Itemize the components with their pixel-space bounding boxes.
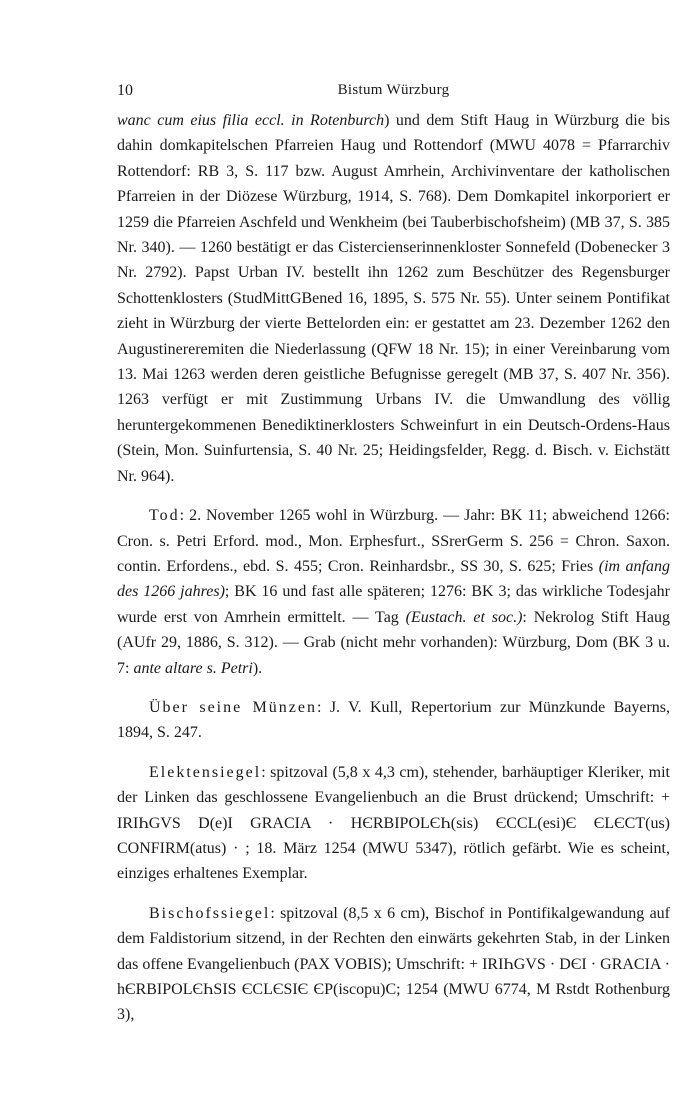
section-keyword: Tod — [149, 507, 180, 525]
body-text: : 2. November 1265 wohl in Würzburg. — Jahr: BK 11; abweichend 1266: Cron. s. Petri Erford. mod., Mon. Erphesfurt., SSrerGerm S. 256 = Chron. Saxon. contin. Erfordens., ebd. S. 455; Cron. Reinhardsbr., SS 30, S. 625; Fries — [117, 507, 670, 575]
paragraph-bischofssiegel — [117, 901, 670, 1028]
paragraph-tod — [117, 503, 670, 681]
body-text: : Nekrolog Stift Haug (AUfr 29, 1886, S. 312). — Grab (nicht mehr vorhanden): Würzburg, Dom (BK 3 u. 7: — [117, 608, 671, 677]
paragraph-intro — [117, 108, 670, 489]
body-text: : spitzoval (8,5 x 6 cm), Bischof in Pontifikalgewandung auf dem Faldistorium sitzend, in der Rechten den einwärts gekehrten Stab, in der Linken das offene Evangelienbuch (PAX VOBIS); Umschrift: + IRIҺGVS · DЄI · GRACIA · hЄRBIPOLЄҺSIS ЄCLЄSIЄ ЄP(iscopu)C; 1254 (MWU 6774, M Rstdt Rothenburg 3), — [117, 904, 670, 1024]
italic-text: wanc cum eius filia eccl. in Rotenburch — [117, 112, 385, 129]
section-keyword: Bischofssiegel — [149, 904, 271, 922]
paragraph-elektensiegel — [117, 760, 670, 887]
body-text: ) und dem Stift Haug in Würzburg die bis dahin domkapitelschen Pfarreien Haug und Rottendorf (MWU 4078 = Pfarrarchiv Rottendorf: RB 3, S. 117 bzw. August Amrhein, Archivinventare der katholischen Pfarreien in der Diözese Würzburg, 1914, S. 768). Dem Domkapitel inkorporiert er 1259 die Pfarreien Aschfeld und Wenkheim (bei Tauberbischofsheim) (MB 37, S. 385 Nr. 340). — 1260 bestätigt er das Cistercienserinnenkloster Sonnefeld (Dobenecker 3 Nr. 2792). Papst Urban IV. bestellt ihn 1262 zum Beschützer des Regensburger Schottenklosters (StudMittGBened 16, 1895, S. 575 Nr. 55). Unter seinem Pontifikat zieht in Würzburg der vierte Bettelorden ein: er gestattet am 23. Dezember 1262 den Augustinereremiten die Niederlassung (QFW 18 Nr. 15); in einer Vereinbarung vom 13. Mai 1263 werden deren geistliche Befugnisse geregelt (MB 37, S. 407 Nr. 356). 1263 verfügt er mit Zustimmung Urbans IV. die Umwandlung des völlig heruntergekommenen Benediktinerklosters Schweinfurt in ein Deutsch-Ordens-Haus (Stein, Mon. Suinfurtensia, S. 40 Nr. 25; Heidingsfelder, Regg. d. Bisch. v. Eichstätt Nr. 964). — [117, 112, 671, 485]
running-title: Bistum Würzburg — [337, 82, 450, 98]
document-page — [117, 0, 670, 1028]
section-keyword: Elektensiegel — [149, 763, 262, 781]
body-text: : J. V. Kull, Repertorium zur Münzkunde Bayerns, 1894, S. 247. — [117, 698, 670, 742]
body-text: ). — [252, 659, 263, 677]
italic-text: ante altare s. Petri — [133, 659, 253, 677]
page-header — [117, 78, 670, 102]
section-keyword: Über seine Münzen — [149, 698, 318, 716]
body-text: ; BK 16 und fast alle späteren; 1276: BK 3; das wirkliche Todesjahr wurde erst von Amrhein ermittelt. — Tag — [117, 583, 670, 626]
paragraph-muenzen — [117, 695, 670, 746]
italic-text: (im anfang des 1266 jahres) — [117, 557, 671, 601]
page-number: 10 — [117, 82, 133, 99]
italic-text: (Eustach. et soc.) — [405, 608, 523, 626]
body-text: : spitzoval (5,8 x 4,3 cm), stehender, barhäuptiger Kleriker, mit der Linken das geschlossene Evangelienbuch an die Brust drückend; Umschrift: + IRIҺGVS D(e)I GRACIA · HЄRBIPOLЄҺ(sis) ЄCCL(esi)Є ЄLЄCT(us) CONFIRM(atus) · ; 18. März 1254 (MWU 5347), rötlich gefärbt. Wie es scheint, einziges erhaltenes Exemplar. — [117, 763, 670, 883]
